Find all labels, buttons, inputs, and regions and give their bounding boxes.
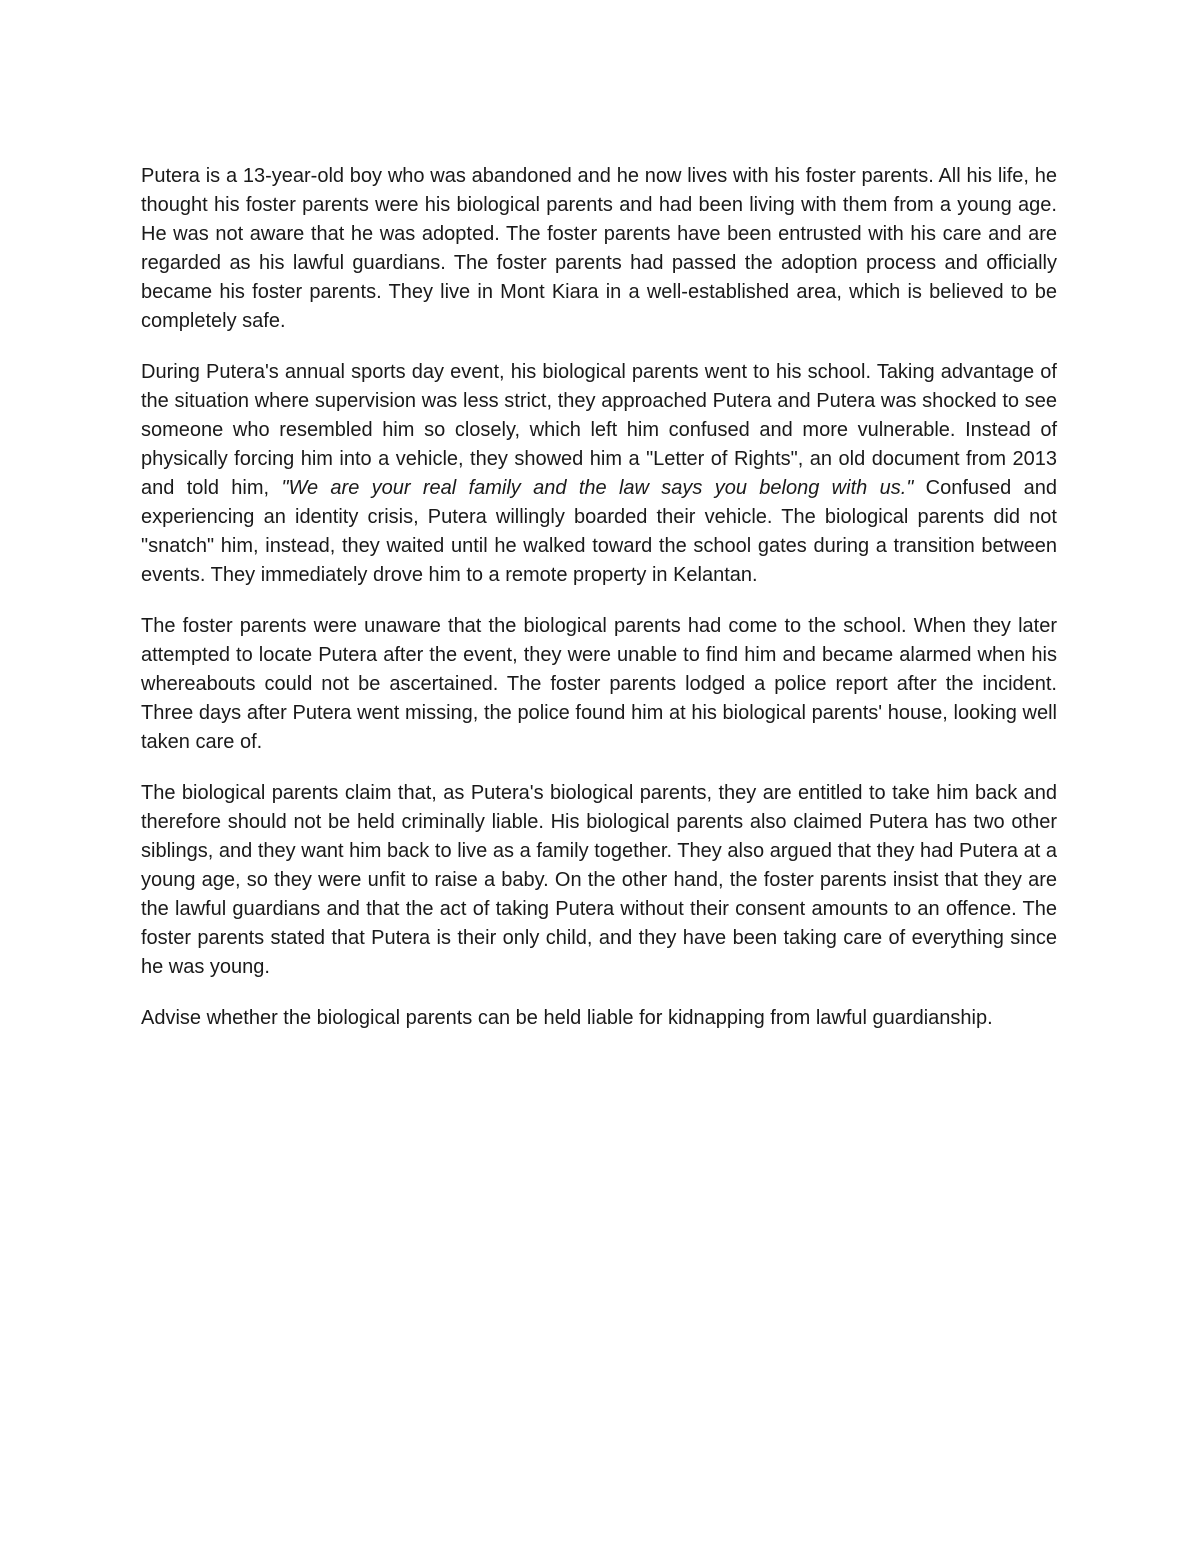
paragraph-incident (141, 358, 1057, 590)
paragraph-incident-text-before-quote: During Putera's annual sports day event, his biological parents went to his school. Taking advantage of the situation where supervision was less strict, they approached Putera and Putera was shocked to see someone who resembled him so closely, which left him confused and more vulnerable. Instead of physically forcing him into a vehicle, they showed him a "Letter of Rights", an old document from 2013 and told him, (141, 361, 1057, 499)
paragraph-background: Putera is a 13-year-old boy who was abandoned and he now lives with his foster parents. All his life, he thought his foster parents were his biological parents and had been living with them from a young age. He was not aware that he was adopted. The foster parents have been entrusted with his care and are regarded as his lawful guardians. The foster parents had passed the adoption process and officially became his foster parents. They live in Mont Kiara in a well-established area, which is believed to be completely safe. (141, 165, 1057, 332)
paragraph-incident-text-after-quote: Confused and experiencing an identity crisis, Putera willingly boarded their vehicle. The biological parents did not "snatch" him, instead, they waited until he walked toward the school gates during a transition between events. They immediately drove him to a remote property in Kelantan. (141, 477, 1057, 586)
quoted-statement: "We are your real family and the law says you belong with us." (281, 477, 914, 499)
paragraph-search: The foster parents were unaware that the biological parents had come to the school. When they later attempted to locate Putera after the event, they were unable to find him and became alarmed when his whereabouts could not be ascertained. The foster parents lodged a police report after the incident. Three days after Putera went missing, the police found him at his biological parents' house, looking well taken care of. (141, 615, 1057, 753)
document-body (141, 162, 1057, 1055)
paragraph-question: Advise whether the biological parents can be held liable for kidnapping from lawful guardianship. (141, 1007, 993, 1029)
paragraph-claims: The biological parents claim that, as Putera's biological parents, they are entitled to take him back and therefore should not be held criminally liable. His biological parents also claimed Putera has two other siblings, and they want him back to live as a family together. They also argued that they had Putera at a young age, so they were unfit to raise a baby. On the other hand, the foster parents insist that they are the lawful guardians and that the act of taking Putera without their consent amounts to an offence. The foster parents stated that Putera is their only child, and they have been taking care of everything since he was young. (141, 782, 1057, 978)
